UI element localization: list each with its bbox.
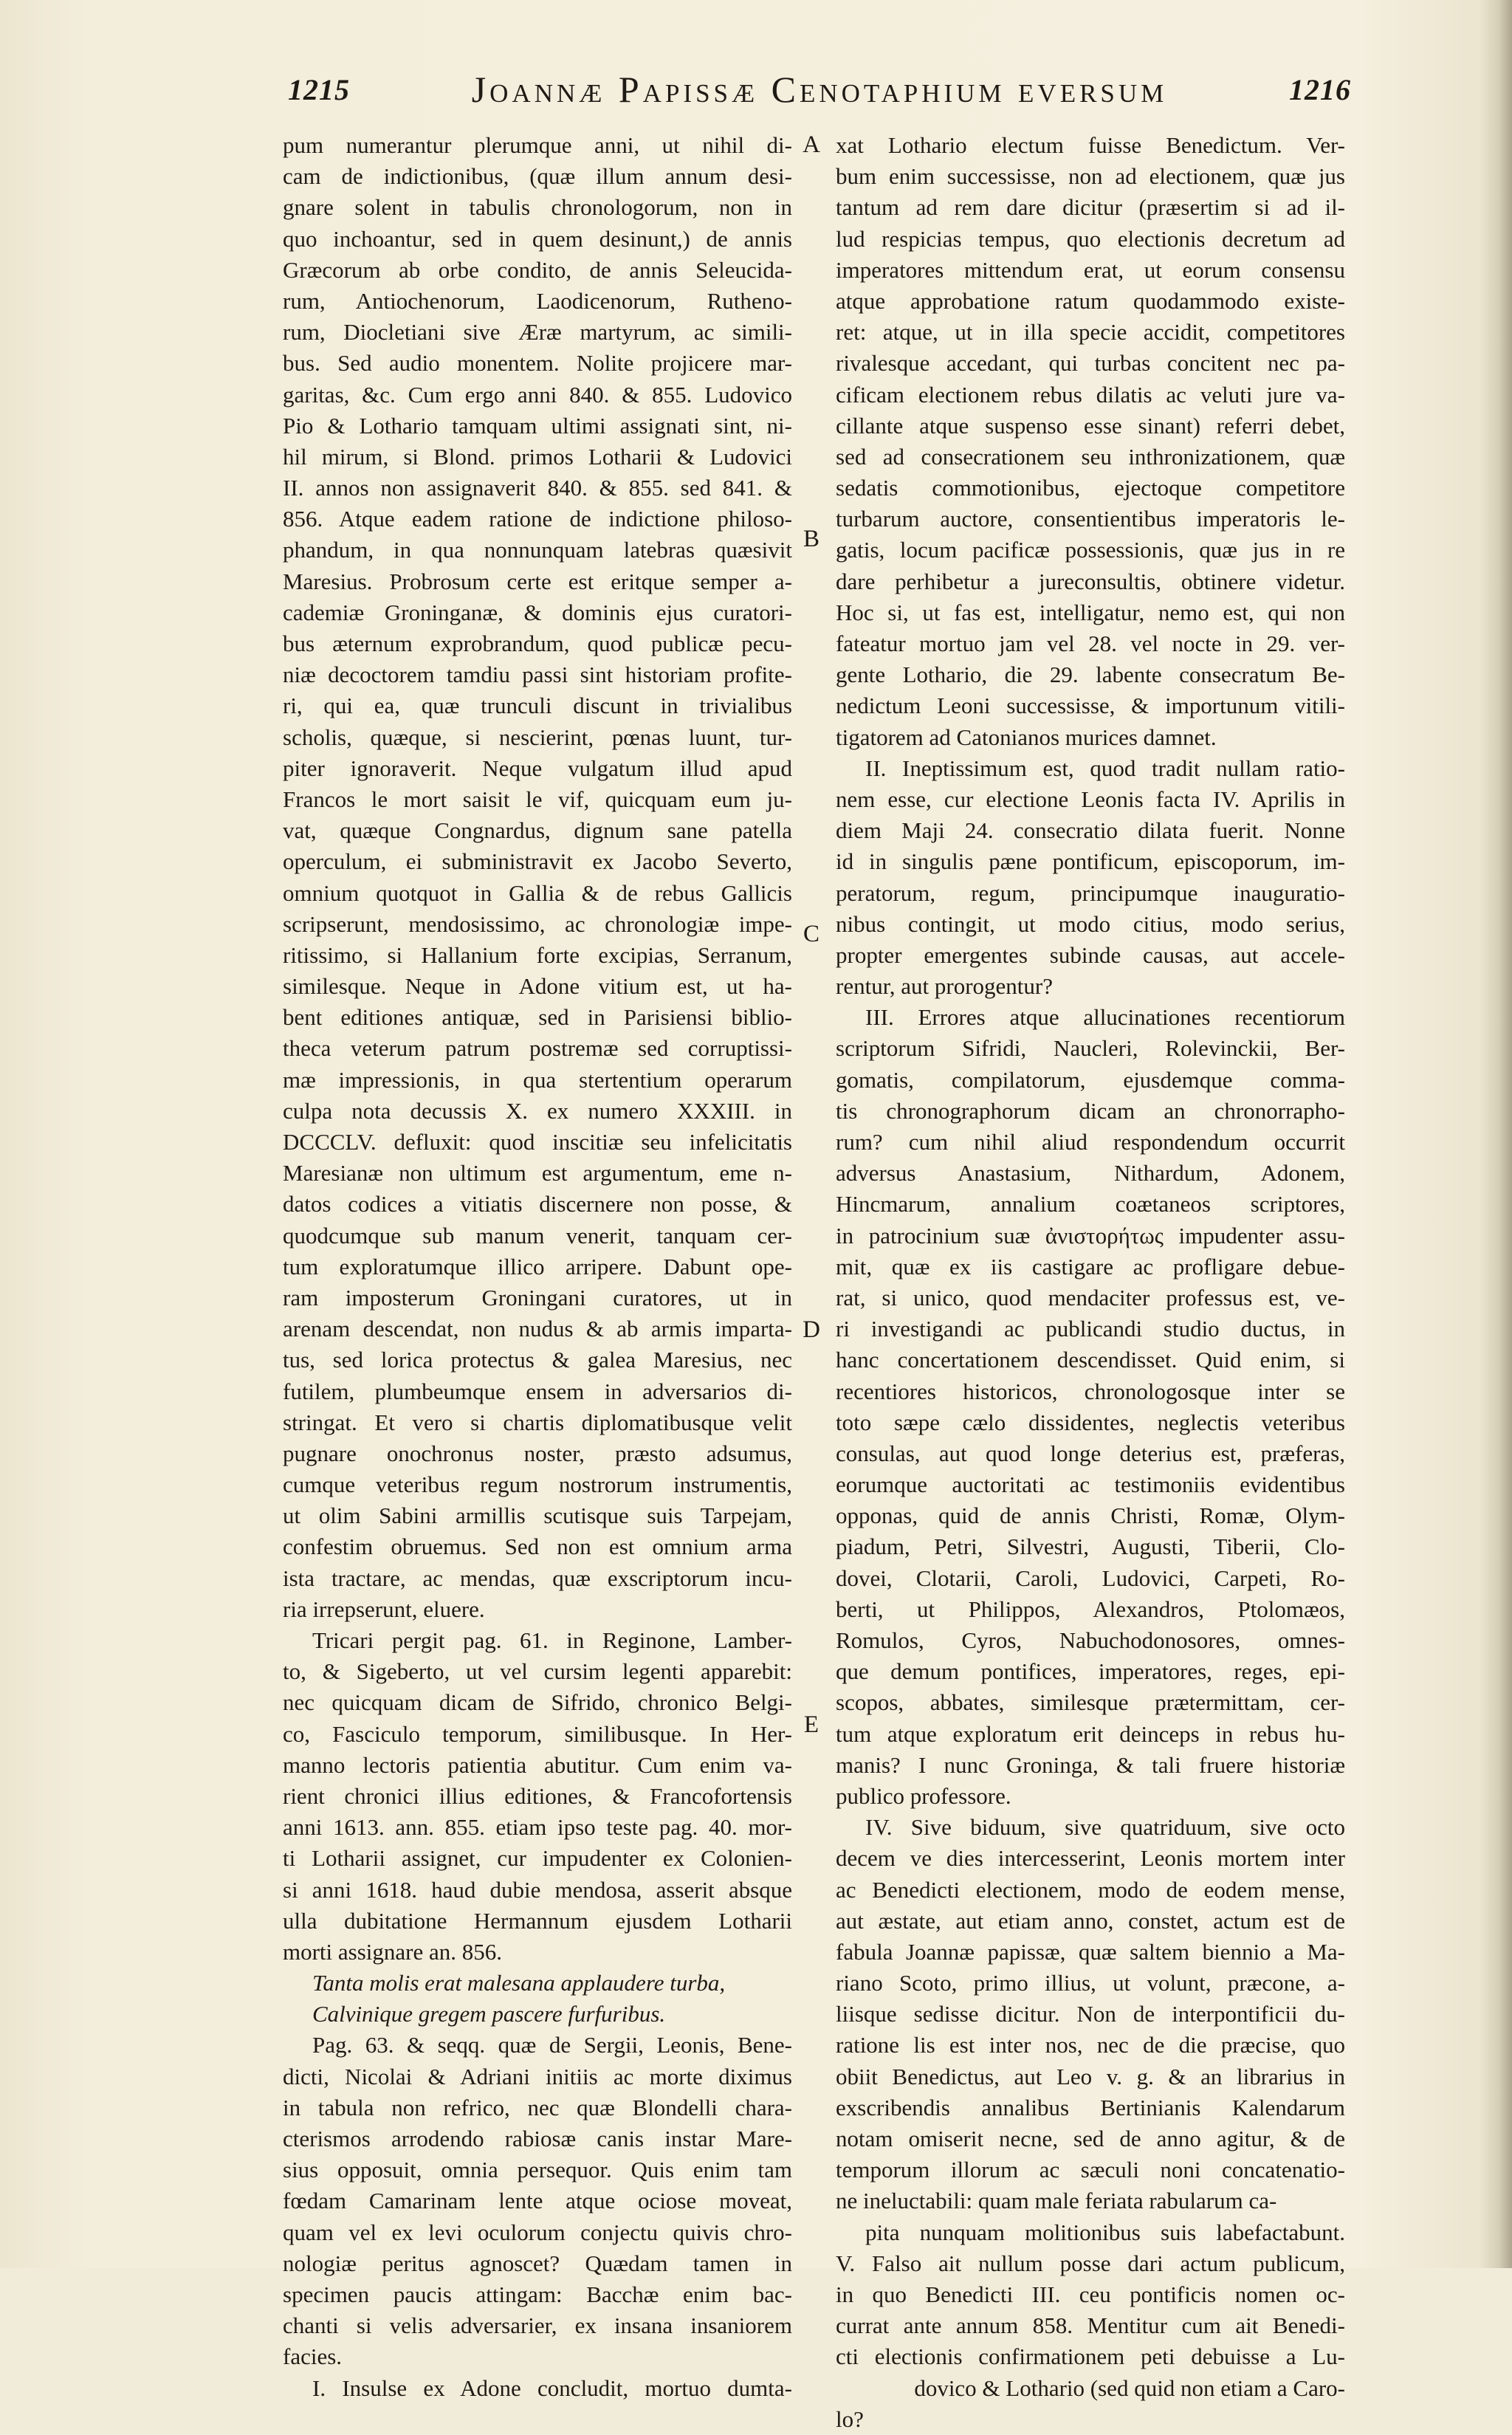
text-line: III. Errores atque allucinationes recentiorum	[865, 1004, 1345, 1031]
text-line: nedictum Leoni successisse, & importunum vitili-	[836, 693, 1345, 719]
right-text-column	[836, 130, 1345, 2435]
text-line: rivalesque accedant, qui turbas concitent nec pa-	[836, 350, 1345, 377]
text-line: dovei, Clotarii, Caroli, Ludovici, Carpeti, Ro-	[836, 1565, 1345, 1591]
text-line: piter ignoraverit. Neque vulgatum illud apud	[283, 755, 792, 781]
text-line: in quo Benedicti III. ceu pontificis nomen oc-	[836, 2281, 1345, 2307]
text-line: tum exploratumque illico arripere. Dabunt ope-	[283, 1253, 792, 1280]
text-line: nec quicquam dicam de Sifrido, chronico Belgi-	[283, 1689, 792, 1716]
text-line: currat ante annum 858. Mentitur cum ait Benedi-	[836, 2312, 1345, 2339]
text-line: Calvinique gregem pascere furfuribus.	[312, 2001, 666, 2027]
text-line: cti electionis confirmationem peti debuisse a Lu-	[836, 2343, 1345, 2370]
text-line: nibus contingit, ut modo citius, modo serius,	[836, 910, 1345, 937]
text-line: pugnare onochronus noster, præsto adsumus,	[283, 1440, 792, 1466]
text-line: similesque. Neque in Adone vitium est, ut ha-	[283, 973, 792, 1000]
text-line: cterismos arrodendo rabiosæ canis instar Mare-	[283, 2126, 792, 2151]
text-line: Tricari pergit pag. 61. in Reginone, Lamber-	[312, 1627, 792, 1653]
left-text-column	[283, 130, 792, 2404]
text-line: omnium quotquot in Gallia & de rebus Gallicis	[283, 879, 792, 906]
text-line: scholis, quæque, si nescierint, pœnas luunt, tur-	[283, 724, 792, 750]
margin-marker-a: A	[803, 131, 820, 158]
text-line: riano Scoto, primo illius, ut volunt, præcone, a-	[836, 1970, 1345, 1996]
text-line: ram imposterum Groningani curatores, ut in	[283, 1284, 792, 1311]
text-line: lud respicias tempus, quo electionis decretum ad	[836, 225, 1345, 252]
text-line: id in singulis pæne pontificum, episcoporum, im-	[836, 848, 1345, 875]
running-title: Joannæ Papissæ Cenotaphium eversum	[471, 69, 1168, 110]
text-line: publico professore.	[836, 1782, 1011, 1809]
text-line: diem Maji 24. consecratio dilata fuerit. Nonne	[836, 817, 1345, 844]
text-line: in tabula non refrico, nec quæ Blondelli chara-	[283, 2094, 792, 2120]
text-line: garitas, &c. Cum ergo anni 840. & 855. Ludovico	[283, 381, 792, 408]
text-line: scripserunt, mendosissimo, ac chronologiæ impe-	[283, 910, 792, 937]
text-line: fabula Joannæ papissæ, quæ saltem biennio a Ma-	[836, 1938, 1345, 1965]
text-line: pita nunquam molitionibus suis labefactabunt.	[865, 2219, 1345, 2245]
text-line: Hincmarum, annalium coætaneos scriptores,	[836, 1191, 1345, 1218]
text-line: ri, qui ea, quæ trunculi discunt in trivialibus	[283, 693, 792, 719]
text-line: anni 1613. ann. 855. etiam ipso teste pag. 40. mor-	[283, 1814, 792, 1841]
text-line: tigatorem ad Catonianos murices damnet.	[836, 724, 1217, 750]
text-line: morti assignare an. 856.	[283, 1938, 503, 1965]
text-line: bum enim successisse, non ad electionem, quæ jus	[836, 163, 1345, 190]
text-line: tantum ad rem dare dicitur (præsertim si ad il-	[836, 194, 1345, 221]
text-line: eorumque auctoritati ac testimoniis evidentibus	[836, 1471, 1345, 1498]
text-line: quam vel ex levi oculorum conjectu quivis chro-	[283, 2219, 792, 2245]
text-line: futilem, plumbeumque ensem in adversarios di-	[283, 1378, 792, 1404]
text-line: fateatur mortuo jam vel 28. vel nocte in 29. ver-	[836, 631, 1345, 656]
text-line: Tanta molis erat malesana applaudere turba,	[312, 1970, 726, 1996]
text-line: stringat. Et vero si chartis diplomatibusque velit	[283, 1409, 792, 1435]
text-line: consulas, aut quod longe deterius est, præferas,	[836, 1440, 1345, 1466]
text-line: tis chronographorum dicam an chronorrapho-	[836, 1097, 1345, 1124]
text-line: ri investigandi ac publicandi studio ductus, in	[836, 1316, 1345, 1342]
text-line: arenam descendat, non nudus & ab armis imparta-	[283, 1316, 792, 1342]
text-line: rentur, aut prorogentur?	[836, 973, 1054, 1000]
text-line: Francos le mort saisit le vif, quicquam eum ju-	[283, 786, 792, 812]
text-line: quodcumque sub manum venerit, tanquam cer-	[283, 1222, 792, 1249]
text-line: ulla dubitatione Hermannum ejusdem Lotharii	[283, 1907, 792, 1934]
text-line: hanc concertationem descendisset. Quid enim, si	[836, 1347, 1345, 1373]
running-header	[288, 68, 1351, 120]
page-number-left: 1215	[288, 73, 350, 106]
text-line: ratione lis est inter nos, nec de die præcise, quo	[836, 2032, 1345, 2058]
text-line: Romulos, Cyros, Nabuchodonosores, omnes-	[836, 1627, 1345, 1653]
text-line: cumque veteribus regum nostrorum instrumentis,	[283, 1471, 792, 1498]
text-line: ti Lotharii assignet, cur impudenter ex Colonien-	[283, 1845, 792, 1872]
text-line: gente Lothario, die 29. labente consecratum Be-	[836, 662, 1345, 688]
text-line: rum, Antiochenorum, Laodicenorum, Rutheno-	[283, 287, 792, 314]
text-line: datos codices a vitiatis discernere non posse, &	[283, 1191, 792, 1218]
text-line: recentiores historicos, chronologosque inter se	[836, 1378, 1345, 1404]
text-line: chanti si velis adversarier, ex insana insaniorem	[283, 2312, 792, 2339]
text-line: co, Fasciculo temporum, similibusque. In Her-	[283, 1720, 792, 1747]
text-line: ut olim Sabini armillis scutisque suis Tarpejam,	[283, 1502, 792, 1529]
text-line: atque approbatione ratum quodammodo existe-	[836, 287, 1345, 314]
text-line: tum atque exploratum erit deinceps in rebus hu-	[836, 1720, 1345, 1747]
text-line: ritissimo, si Hallanium forte excipias, Serranum,	[283, 941, 792, 968]
text-line: propter emergentes subinde causas, aut accele-	[836, 941, 1345, 968]
text-line: gatis, locum pacificæ possessionis, quæ jus in re	[836, 537, 1345, 563]
text-line: manis? I nunc Groninga, & tali fruere historiæ	[836, 1751, 1345, 1778]
text-line: phandum, in qua nonnunquam latebras quæsivit	[283, 537, 792, 563]
text-line: ista tractare, ac mendas, quæ exscriptorum incu-	[283, 1565, 792, 1591]
text-line: que demum pontifices, imperatores, reges, epi-	[836, 1658, 1345, 1685]
text-line: nem esse, cur electione Leonis facta IV. Aprilis in	[836, 786, 1345, 812]
text-line: piadum, Petri, Silvestri, Augusti, Tiberii, Clo-	[836, 1534, 1345, 1560]
text-line: pum numerantur plerumque anni, ut nihil di-	[283, 132, 792, 158]
text-line: toto sæpe cælo dissidentes, neglectis veteribus	[836, 1409, 1345, 1435]
text-line: dare perhibetur a jureconsultis, obtinere videtur.	[836, 568, 1345, 594]
text-line: mit, quæ ex iis castigare ac profligare debue-	[836, 1253, 1345, 1280]
text-line: peratorum, regum, principumque inauguratio-	[836, 879, 1345, 906]
text-line: specimen paucis attingam: Bacchæ enim bac-	[283, 2281, 792, 2307]
text-line: liisque sedisse dicitur. Non de interpontificii du-	[836, 2001, 1345, 2027]
text-line: opponas, quid de annis Christi, Romæ, Olym-	[836, 1502, 1345, 1529]
text-line: obiit Benedictus, aut Leo v. g. & an librarius in	[836, 2063, 1345, 2089]
text-line: II. annos non assignaverit 840. & 855. sed 841. &	[283, 475, 792, 501]
text-line: IV. Sive biduum, sive quatriduum, sive octo	[865, 1814, 1345, 1841]
text-line: ne ineluctabili: quam male feriata rabularum ca-	[836, 2188, 1277, 2214]
text-line: cademiæ Groninganæ, & dominis ejus curatori-	[283, 599, 792, 625]
text-line: Maresius. Probrosum certe est eritque semper a-	[283, 568, 792, 594]
text-line: manno lectoris patientia abutitur. Cum enim va-	[283, 1751, 792, 1778]
text-line: sius opposuit, omnia persequor. Quis enim tam	[283, 2157, 792, 2183]
text-line: gnare solent in tabulis chronologorum, non in	[283, 194, 792, 221]
text-line: exscribendis annalibus Bertinianis Kalendarum	[836, 2094, 1345, 2120]
text-line: ac Benedicti electionem, modo de eodem mense,	[836, 1876, 1345, 1903]
text-line: theca veterum patrum postremæ sed corruptissi-	[283, 1035, 792, 1062]
text-line: niæ decoctorem tamdiu passi sint historiam profite-	[283, 662, 792, 688]
text-line: notam omiserit necne, sed de anno agitur, & de	[836, 2126, 1345, 2151]
text-line: xat Lothario electum fuisse Benedictum. Ver-	[836, 132, 1345, 158]
text-line: Græcorum ab orbe condito, de annis Seleucida-	[283, 256, 792, 283]
text-line: rient chronici illius editiones, & Francofortensis	[283, 1782, 792, 1809]
text-line: dovico & Lothario (sed quid non etiam a Caro-	[914, 2374, 1345, 2401]
text-line: culpa nota decussis X. ex numero XXXIII. in	[283, 1097, 792, 1124]
text-line: facies.	[283, 2343, 343, 2370]
text-line: cillante atque suspenso esse sinant) referri debet,	[836, 412, 1345, 439]
margin-marker-d: D	[803, 1316, 820, 1343]
text-line: in patrocinium suæ ἀνιστορήτως impudenter assu-	[836, 1222, 1345, 1249]
text-line: bus. Sed audio monentem. Nolite projicere mar-	[283, 350, 792, 377]
text-line: confestim obruemus. Sed non est omnium arma	[283, 1534, 792, 1560]
text-line: si anni 1618. haud dubie mendosa, asserit absque	[283, 1876, 792, 1903]
text-line: quo inchoantur, sed in quem desinunt,) de annis	[283, 225, 792, 252]
text-line: cam de indictionibus, (quæ illum annum desi-	[283, 163, 792, 190]
text-line: temporum illorum ac sæculi noni concatenatio-	[836, 2157, 1345, 2183]
text-line: rat, si unico, quod mendaciter professus est, ve-	[836, 1284, 1345, 1311]
page-edge-shadow	[1480, 0, 1512, 2268]
text-line: vat, quæque Congnardus, dignum sane patella	[283, 817, 792, 844]
text-line: nologiæ peritus agnoscet? Quædam tamen in	[283, 2250, 792, 2276]
text-line: fœdam Camarinam lente atque ociose moveat,	[283, 2188, 792, 2214]
text-line: ret: atque, ut in illa specie accidit, competitores	[836, 319, 1345, 346]
text-line: aut æstate, aut etiam anno, constet, actum est de	[836, 1907, 1345, 1934]
text-line: Maresianæ non ultimum est argumentum, eme n-	[283, 1160, 792, 1186]
text-line: operculum, ei subministravit ex Jacobo Severto,	[283, 848, 792, 875]
text-line: turbarum auctore, consentientibus imperatoris le-	[836, 506, 1345, 532]
text-line: I. Insulse ex Adone concludit, mortuo dumta-	[312, 2374, 792, 2401]
text-line: ria irrepserunt, eluere.	[283, 1596, 485, 1622]
text-line: gomatis, compilatorum, ejusdemque comma-	[836, 1066, 1345, 1093]
text-line: berti, ut Philippos, Alexandros, Ptolomæos,	[836, 1596, 1345, 1622]
margin-marker-b: B	[803, 526, 819, 552]
text-line: bus æternum exprobrandum, quod publicæ pecu-	[283, 631, 792, 656]
text-line: bent editiones antiquæ, sed in Parisiensi biblio-	[283, 1004, 792, 1031]
text-line: sedatis commotionibus, ejectoque competitore	[836, 475, 1345, 501]
text-line: dicti, Nicolai & Adriani initiis ac morte diximus	[283, 2063, 792, 2089]
text-line: adversus Anastasium, Nithardum, Adonem,	[836, 1160, 1345, 1186]
text-line: 856. Atque eadem ratione de indictione philoso-	[283, 506, 792, 532]
text-line: mæ impressionis, in qua stertentium operarum	[283, 1066, 792, 1093]
text-line: scriptorum Sifridi, Naucleri, Rolevinckii, Ber-	[836, 1035, 1345, 1062]
text-line: rum, Diocletiani sive Æræ martyrum, ac simili-	[283, 319, 792, 346]
text-line: sed ad consecrationem seu inthronizationem, quæ	[836, 443, 1345, 470]
text-line: scopos, abbates, similesque prætermittam, cer-	[836, 1689, 1345, 1716]
margin-marker-c: C	[803, 921, 819, 947]
text-line: II. Ineptissimum est, quod tradit nullam ratio-	[865, 755, 1345, 781]
text-line: V. Falso ait nullum posse dari actum publicum,	[836, 2250, 1345, 2276]
text-line: Hoc si, ut fas est, intelligatur, nemo est, qui non	[836, 599, 1345, 625]
text-line: lo?	[836, 2405, 864, 2432]
text-line: imperatores mittendum erat, ut eorum consensu	[836, 256, 1345, 283]
text-line: cificam electionem rebus dilatis ac veluti jure va-	[836, 381, 1345, 408]
text-line: Pag. 63. & seqq. quæ de Sergii, Leonis, Bene-	[312, 2032, 792, 2058]
text-line: DCCCLV. defluxit: quod inscitiæ seu infelicitatis	[283, 1129, 792, 1155]
margin-marker-e: E	[803, 1711, 819, 1738]
text-line: decem ve dies intercesserint, Leonis mortem inter	[836, 1845, 1345, 1872]
text-line: hil mirum, si Blond. primos Lotharii & Ludovici	[283, 443, 792, 470]
text-line: rum? cum nihil aliud respondendum occurrit	[836, 1129, 1345, 1155]
page-number-right: 1216	[1289, 73, 1351, 106]
text-line: to, & Sigeberto, ut vel cursim legenti apparebit:	[283, 1658, 792, 1685]
text-line: tus, sed lorica protectus & galea Maresius, nec	[283, 1347, 792, 1373]
text-line: Pio & Lothario tamquam ultimi assignati sint, ni-	[283, 412, 792, 439]
